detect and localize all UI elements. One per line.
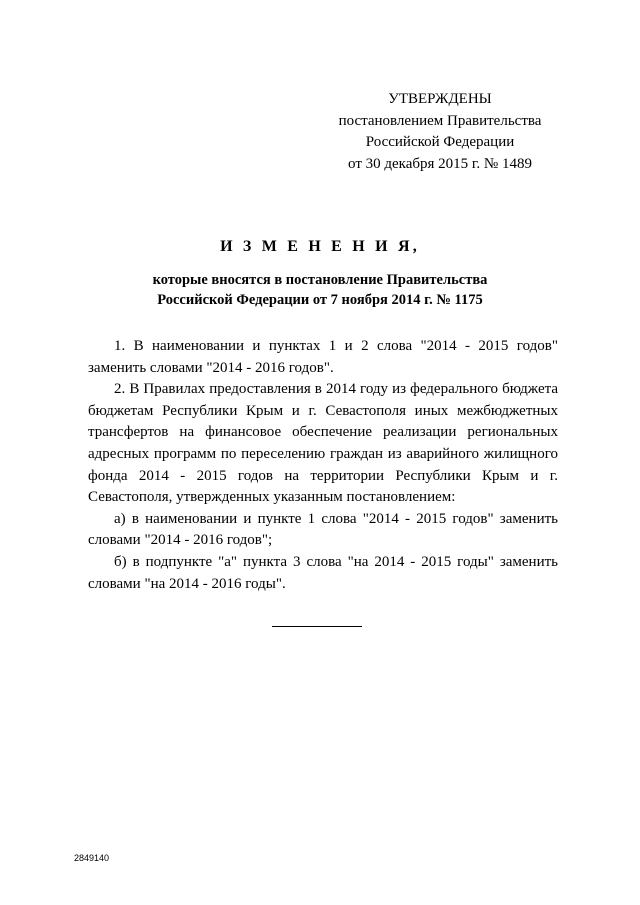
document-title — [60, 238, 580, 310]
approval-line-decree: постановлением Правительства — [338, 112, 542, 129]
paragraph-2: 2. В Правилах предоставления в 2014 году из федерального бюджета бюджетам Республики Крым и г. Севастополя иных межбюджетных трансфертов на финансовое обеспечение реализации региональных адресных программ по переселению граждан из аварийного жилищного фонда 2014 - 2015 годов на территории Республики Крым и г. Севастополя, утвержденных указанным постановлением: — [88, 381, 558, 506]
paragraph-1: 1. В наименовании и пунктах 1 и 2 слова "2014 - 2015 годов" заменить словами "2014 - 2016 годов". — [88, 338, 558, 376]
paragraph-2b: б) в подпункте "а" пункта 3 слова "на 2014 - 2015 годы" заменить словами "на 2014 - 2016 годы". — [88, 553, 558, 592]
document-heading: И З М Е Н Е Н И Я, — [220, 238, 420, 255]
document-subtitle-line-2: Российской Федерации от 7 ноября 2014 г. № 1175 — [157, 292, 483, 308]
approval-heading: УТВЕРЖДЕНЫ — [388, 91, 492, 107]
paragraph-2a: а) в наименовании и пункте 1 слова "2014 - 2015 годов" заменить словами "2014 - 2016 годов"; — [88, 510, 558, 549]
closing-divider — [272, 626, 362, 627]
approval-line-government: Российской Федерации — [365, 134, 515, 150]
document-body — [88, 336, 558, 595]
document-code: 2849140 — [74, 853, 110, 863]
approval-line-date-number: от 30 декабря 2015 г. № 1489 — [348, 155, 532, 172]
approval-stamp — [325, 89, 555, 175]
document-subtitle-line-1: которые вносятся в постановление Правительства — [152, 272, 488, 288]
